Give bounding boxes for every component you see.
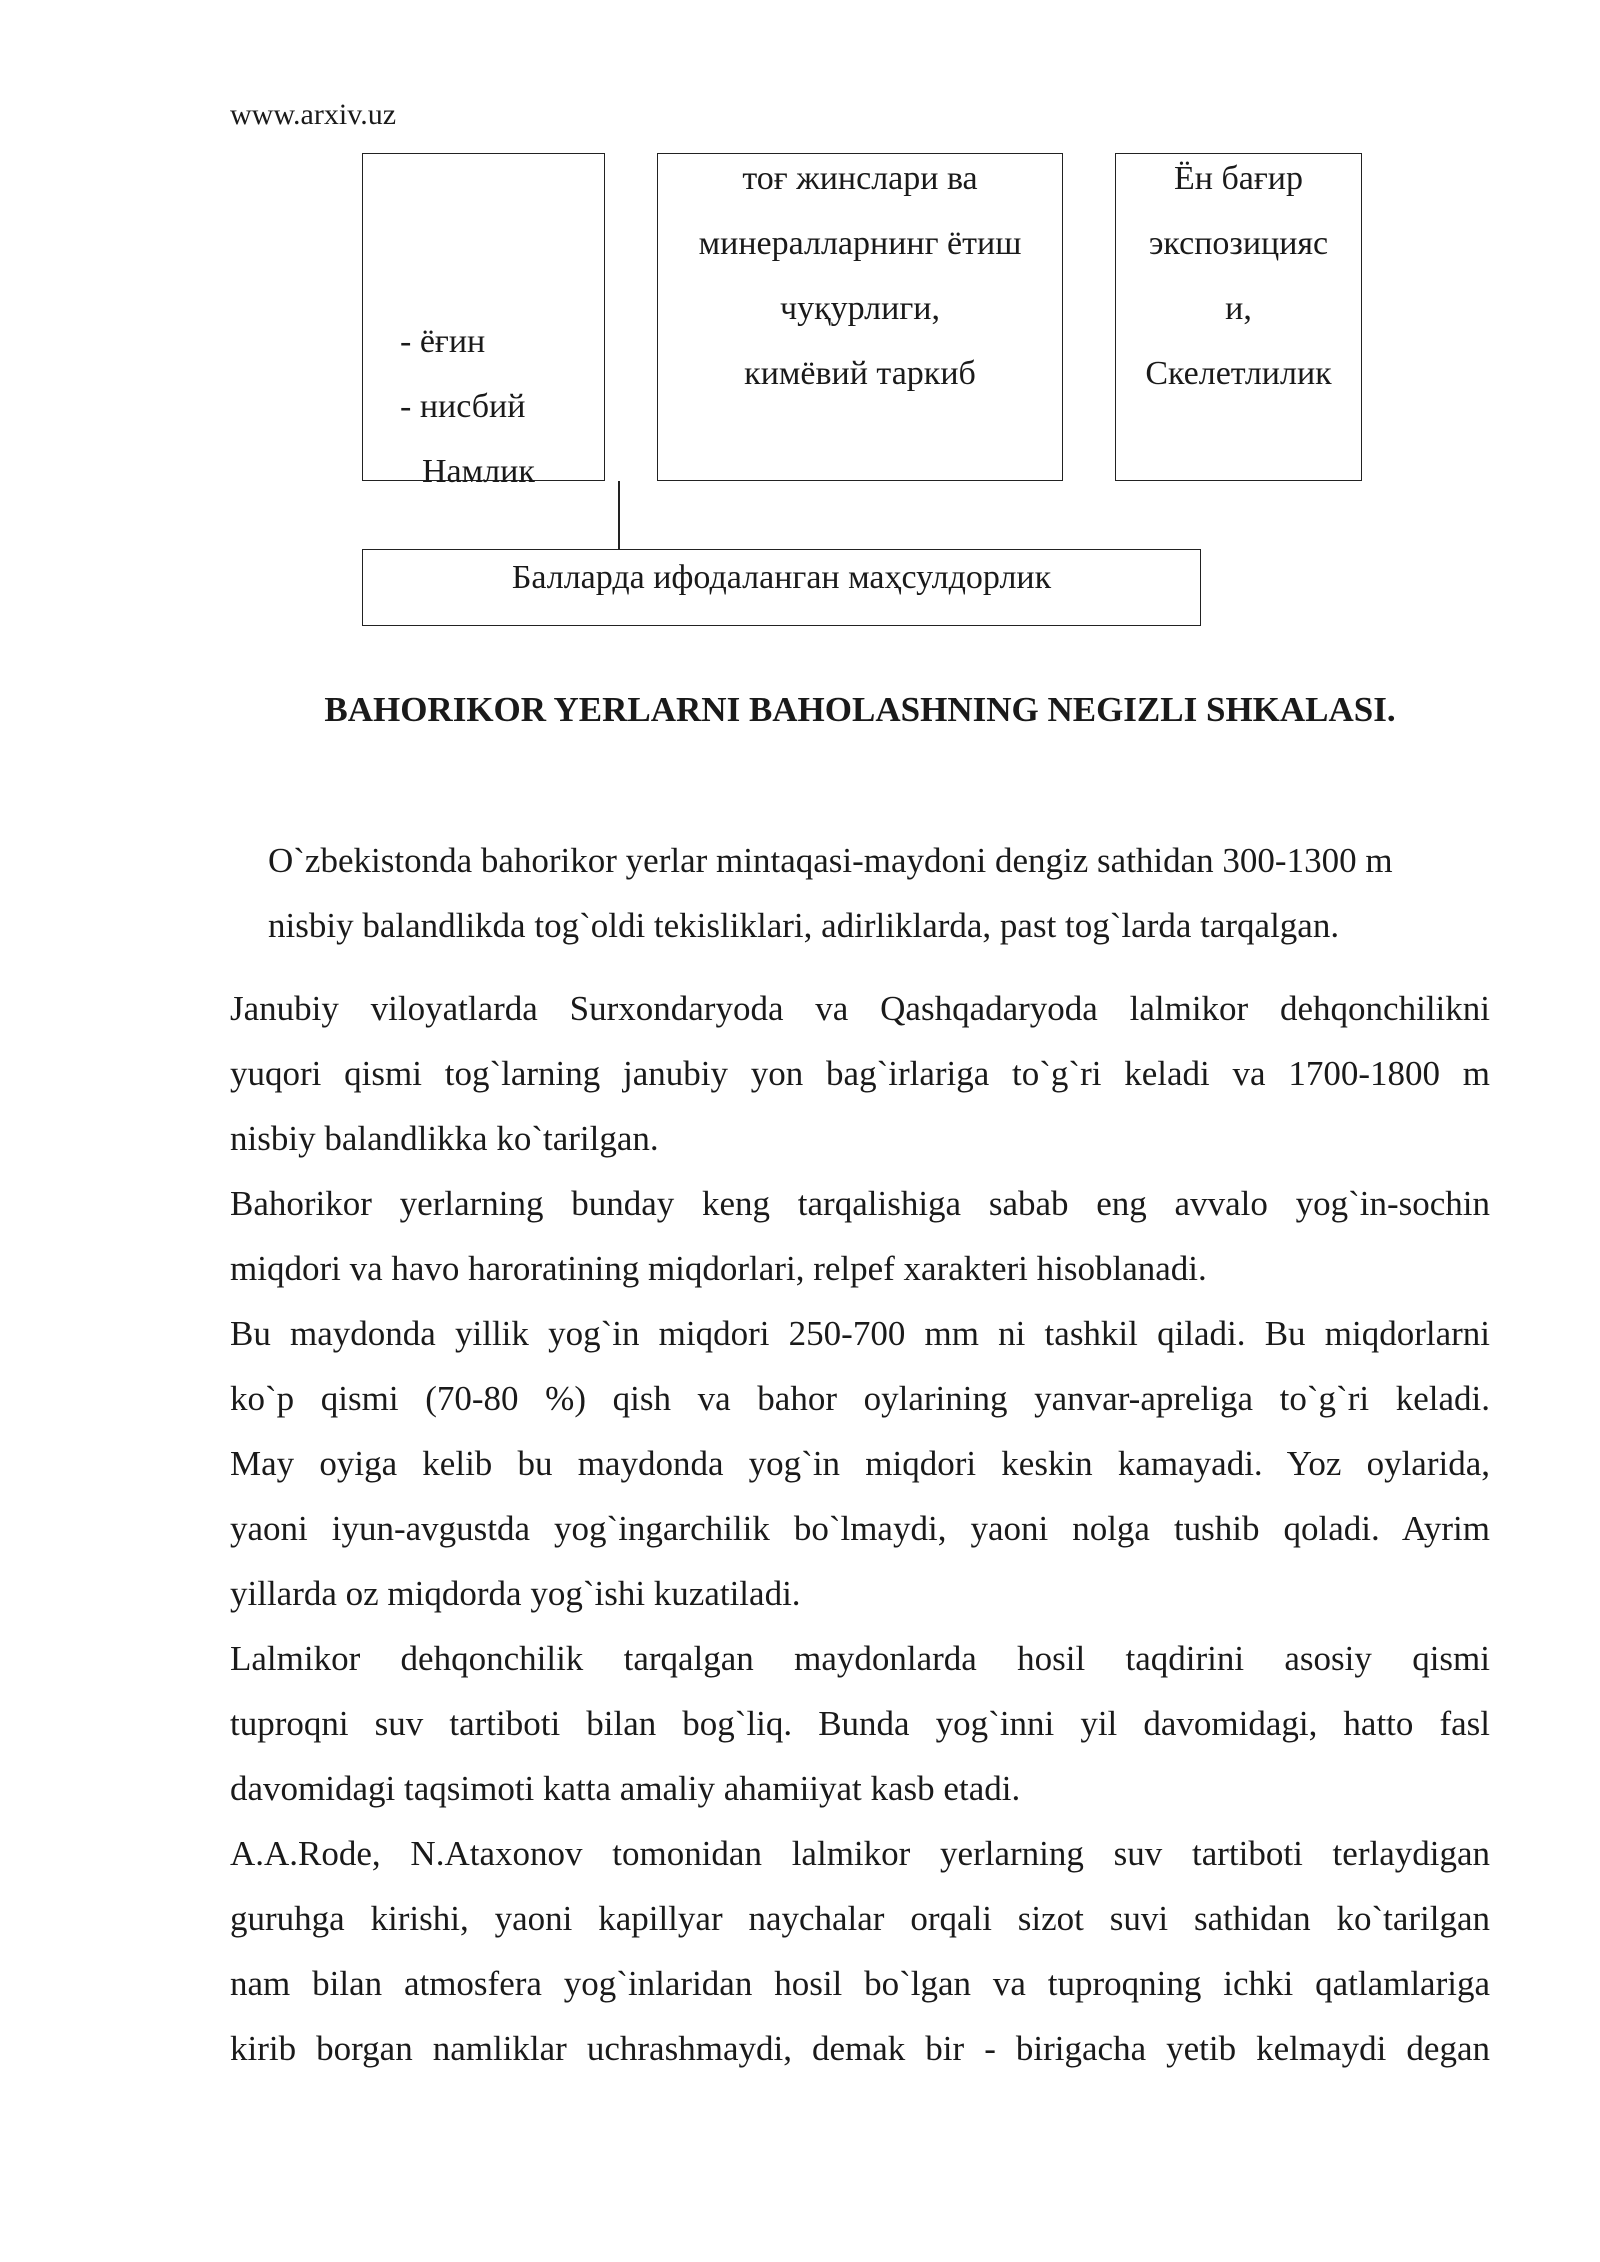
paragraph-line: miqdori va havo haroratining miqdorlari, relpef xarakteri hisoblanadi.	[230, 1249, 1207, 1288]
diagram-box-slope-text	[1115, 146, 1362, 406]
paragraph-line: yaoni iyun-avgustda yog`ingarchilik bo`lmaydi, yaoni nolga tushib qoladi. Ayrim	[230, 1509, 1490, 1548]
paragraph-line: Lalmikor dehqonchilik tarqalgan maydonlarda hosil taqdirini asosiy qismi	[230, 1639, 1490, 1678]
paragraph-line: May oyiga kelib bu maydonda yog`in miqdori keskin kamayadi. Yoz oylarida,	[230, 1444, 1490, 1483]
paragraph-line: yillarda oz miqdorda yog`ishi kuzatiladi.	[230, 1574, 801, 1613]
header-url: www.arxiv.uz	[230, 98, 397, 131]
paragraph-5	[230, 1626, 1490, 1821]
diagram-box-rocks-text	[657, 146, 1063, 406]
section-title: BAHORIKOR YERLARNI BAHOLASHNING NEGIZLI SHKALASI.	[324, 690, 1396, 729]
paragraph-line: O`zbekistonda bahorikor yerlar mintaqasi-maydoni dengiz sathidan 300-1300 m	[268, 841, 1393, 880]
paragraph-line: nisbiy balandlikda tog`oldi tekisliklari, adirliklarda, past tog`larda tarqalgan.	[268, 906, 1340, 945]
paragraph-line: yuqori qismi tog`larning janubiy yon bag`irlariga to`g`ri keladi va 1700-1800 m	[230, 1054, 1490, 1093]
paragraph-line: nam bilan atmosfera yog`inlaridan hosil bo`lgan va tuproqning ichki qatlamlariga	[230, 1964, 1490, 2003]
slope-line-2: экспозицияс	[1148, 225, 1329, 262]
paragraph-line: davomidagi taqsimoti katta amaliy ahamiiyat kasb etadi.	[230, 1769, 1021, 1808]
paragraph-line: A.A.Rode, N.Ataxonov tomonidan lalmikor yerlarning suv tartiboti terlaydigan	[230, 1834, 1490, 1873]
slope-line-1: Ён бағир	[1174, 160, 1303, 197]
rocks-line-2: минералларнинг ётиш	[698, 225, 1022, 262]
paragraph-line: tuproqni suv tartiboti bilan bog`liq. Bunda yog`inni yil davomidagi, hatto fasl	[230, 1704, 1490, 1743]
paragraph-2	[230, 976, 1490, 1171]
paragraph-line: Bu maydonda yillik yog`in miqdori 250-700 mm ni tashkil qiladi. Bu miqdorlarni	[230, 1314, 1490, 1353]
paragraph-line: kirib borgan namliklar uchrashmaydi, demak bir - birigacha yetib kelmaydi degan	[230, 2029, 1490, 2068]
paragraph-line: Bahorikor yerlarning bunday keng tarqalishiga sabab eng avvalo yog`in-sochin	[230, 1184, 1490, 1223]
paragraph-line: Janubiy viloyatlarda Surxondaryoda va Qashqadaryoda lalmikor dehqonchilikni	[230, 989, 1490, 1028]
paragraph-line: nisbiy balandlikka ko`tarilgan.	[230, 1119, 659, 1158]
paragraph-4	[230, 1301, 1490, 1626]
paragraph-line: ko`p qismi (70-80 %) qish va bahor oylarining yanvar-apreliga to`g`ri keladi.	[230, 1379, 1490, 1418]
paragraph-1	[268, 828, 1498, 958]
moisture-line-2: - нисбий	[400, 388, 526, 425]
moisture-line-1: - ёғин	[400, 323, 486, 360]
paragraph-3	[230, 1171, 1490, 1301]
diagram-result-text: Балларда ифодаланган маҳсулдорлик	[511, 559, 1052, 596]
diagram-box-moisture-text	[400, 309, 585, 504]
rocks-line-3: чуқурлиги,	[780, 290, 940, 327]
slope-line-4: Скелетлилик	[1145, 355, 1332, 392]
paragraph-6	[230, 1821, 1490, 2081]
slope-line-3: и,	[1225, 290, 1252, 327]
moisture-line-3: Намлик	[422, 453, 535, 490]
diagram-connector-line	[618, 481, 620, 549]
rocks-line-1: тоғ жинслари ва	[742, 160, 978, 197]
rocks-line-4: кимёвий таркиб	[744, 355, 976, 392]
paragraph-line: guruhga kirishi, yaoni kapillyar naychalar orqali sizot suvi sathidan ko`tarilgan	[230, 1899, 1490, 1938]
